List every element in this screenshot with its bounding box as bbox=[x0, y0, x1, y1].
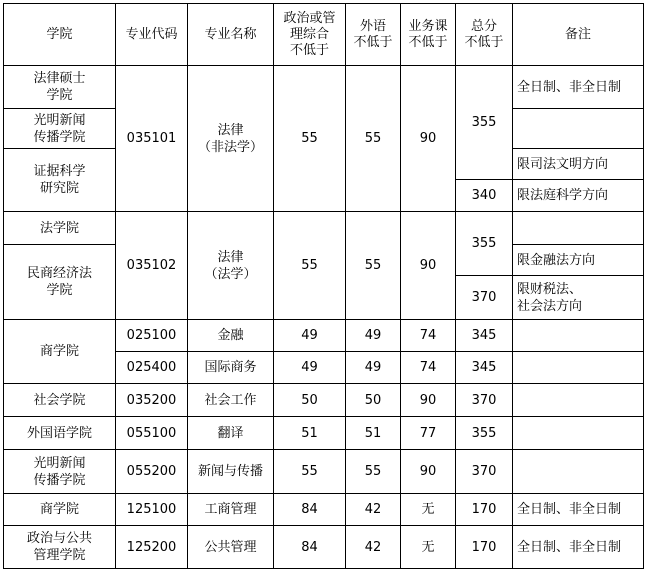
foreign-cell: 55 bbox=[346, 450, 401, 494]
score-table bbox=[3, 3, 644, 569]
code-cell: 035102 bbox=[116, 212, 188, 320]
total-cell: 370 bbox=[456, 384, 513, 417]
table-row bbox=[4, 494, 644, 526]
table-row bbox=[4, 66, 644, 109]
major-cell: 金融 bbox=[188, 320, 274, 352]
college-cell: 光明新闻 传播学院 bbox=[4, 450, 116, 494]
college-cell: 政治与公共 管理学院 bbox=[4, 526, 116, 569]
major-cell: 国际商务 bbox=[188, 352, 274, 384]
business-cell: 90 bbox=[401, 384, 456, 417]
note-cell: 限法庭科学方向 bbox=[513, 180, 644, 212]
college-cell: 法学院 bbox=[4, 212, 116, 245]
header-code: 专业代码 bbox=[116, 4, 188, 66]
table-row bbox=[4, 450, 644, 494]
politics-cell: 55 bbox=[274, 450, 346, 494]
foreign-cell: 49 bbox=[346, 320, 401, 352]
politics-cell: 51 bbox=[274, 417, 346, 450]
note-cell bbox=[513, 384, 644, 417]
college-cell: 证据科学 研究院 bbox=[4, 149, 116, 212]
college-cell: 光明新闻 传播学院 bbox=[4, 109, 116, 149]
total-cell: 355 bbox=[456, 66, 513, 180]
note-cell: 全日制、非全日制 bbox=[513, 66, 644, 109]
note-cell: 限金融法方向 bbox=[513, 245, 644, 276]
code-cell: 025400 bbox=[116, 352, 188, 384]
note-cell bbox=[513, 109, 644, 149]
politics-cell: 50 bbox=[274, 384, 346, 417]
foreign-cell: 50 bbox=[346, 384, 401, 417]
note-cell: 全日制、非全日制 bbox=[513, 494, 644, 526]
business-cell: 无 bbox=[401, 526, 456, 569]
note-cell bbox=[513, 450, 644, 494]
business-cell: 77 bbox=[401, 417, 456, 450]
note-cell: 全日制、非全日制 bbox=[513, 526, 644, 569]
header-politics: 政治或管 理综合 不低于 bbox=[274, 4, 346, 66]
total-cell: 370 bbox=[456, 450, 513, 494]
business-cell: 90 bbox=[401, 66, 456, 212]
total-cell: 355 bbox=[456, 212, 513, 276]
politics-cell: 84 bbox=[274, 526, 346, 569]
code-cell: 055200 bbox=[116, 450, 188, 494]
total-cell: 370 bbox=[456, 276, 513, 320]
code-cell: 125200 bbox=[116, 526, 188, 569]
college-cell: 社会学院 bbox=[4, 384, 116, 417]
major-cell: 社会工作 bbox=[188, 384, 274, 417]
business-cell: 90 bbox=[401, 450, 456, 494]
header-major: 专业名称 bbox=[188, 4, 274, 66]
header-row bbox=[4, 4, 644, 66]
total-cell: 355 bbox=[456, 417, 513, 450]
note-cell: 限司法文明方向 bbox=[513, 149, 644, 180]
note-cell bbox=[513, 320, 644, 352]
note-cell: 限财税法、 社会法方向 bbox=[513, 276, 644, 320]
politics-cell: 84 bbox=[274, 494, 346, 526]
foreign-cell: 42 bbox=[346, 494, 401, 526]
politics-cell: 49 bbox=[274, 352, 346, 384]
note-cell bbox=[513, 352, 644, 384]
total-cell: 340 bbox=[456, 180, 513, 212]
major-cell: 工商管理 bbox=[188, 494, 274, 526]
foreign-cell: 49 bbox=[346, 352, 401, 384]
college-cell: 外国语学院 bbox=[4, 417, 116, 450]
note-cell bbox=[513, 212, 644, 245]
business-cell: 90 bbox=[401, 212, 456, 320]
table-row bbox=[4, 320, 644, 352]
college-cell: 商学院 bbox=[4, 320, 116, 384]
business-cell: 74 bbox=[401, 352, 456, 384]
code-cell: 125100 bbox=[116, 494, 188, 526]
business-cell: 74 bbox=[401, 320, 456, 352]
table-row bbox=[4, 417, 644, 450]
college-cell: 法律硕士 学院 bbox=[4, 66, 116, 109]
college-cell: 民商经济法 学院 bbox=[4, 245, 116, 320]
major-cell: 法律 （非法学） bbox=[188, 66, 274, 212]
major-cell: 公共管理 bbox=[188, 526, 274, 569]
politics-cell: 55 bbox=[274, 66, 346, 212]
foreign-cell: 51 bbox=[346, 417, 401, 450]
politics-cell: 55 bbox=[274, 212, 346, 320]
code-cell: 025100 bbox=[116, 320, 188, 352]
foreign-cell: 55 bbox=[346, 66, 401, 212]
total-cell: 345 bbox=[456, 320, 513, 352]
foreign-cell: 55 bbox=[346, 212, 401, 320]
politics-cell: 49 bbox=[274, 320, 346, 352]
header-college: 学院 bbox=[4, 4, 116, 66]
header-business: 业务课 不低于 bbox=[401, 4, 456, 66]
code-cell: 055100 bbox=[116, 417, 188, 450]
note-cell bbox=[513, 417, 644, 450]
code-cell: 035101 bbox=[116, 66, 188, 212]
total-cell: 170 bbox=[456, 494, 513, 526]
total-cell: 170 bbox=[456, 526, 513, 569]
table-row bbox=[4, 212, 644, 245]
header-total: 总分 不低于 bbox=[456, 4, 513, 66]
foreign-cell: 42 bbox=[346, 526, 401, 569]
total-cell: 345 bbox=[456, 352, 513, 384]
header-foreign: 外语 不低于 bbox=[346, 4, 401, 66]
business-cell: 无 bbox=[401, 494, 456, 526]
header-note: 备注 bbox=[513, 4, 644, 66]
college-cell: 商学院 bbox=[4, 494, 116, 526]
code-cell: 035200 bbox=[116, 384, 188, 417]
table-row bbox=[4, 526, 644, 569]
major-cell: 新闻与传播 bbox=[188, 450, 274, 494]
major-cell: 法律 （法学） bbox=[188, 212, 274, 320]
table-row bbox=[4, 384, 644, 417]
major-cell: 翻译 bbox=[188, 417, 274, 450]
